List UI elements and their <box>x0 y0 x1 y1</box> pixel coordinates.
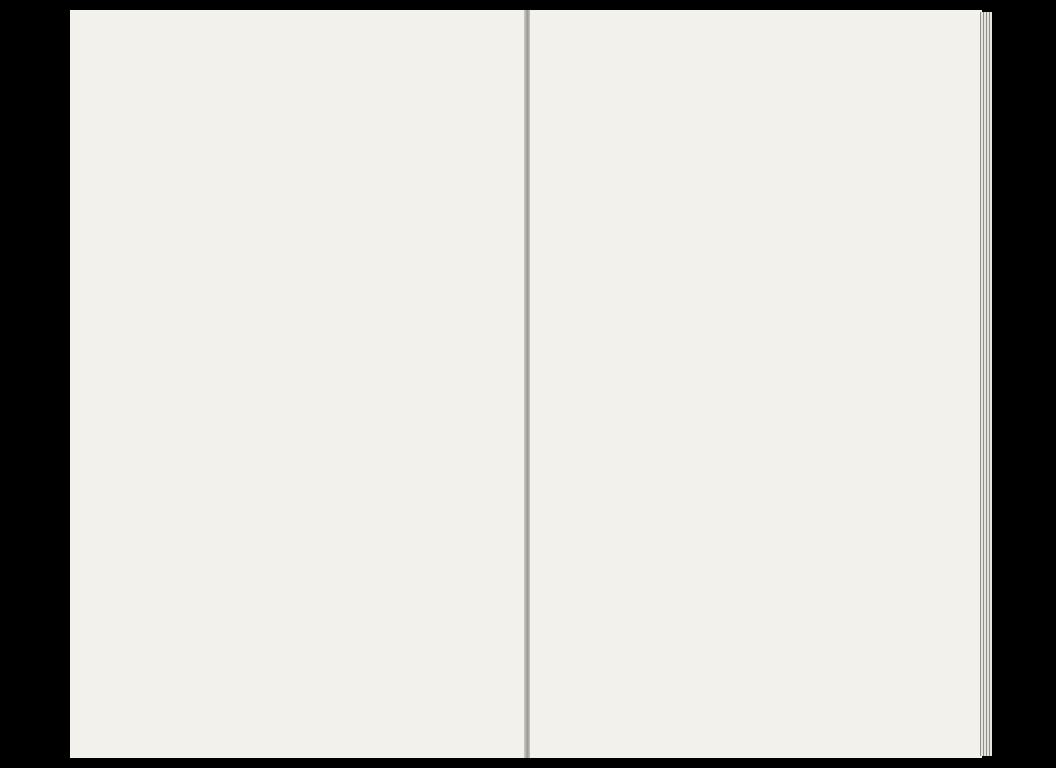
page-edges <box>980 12 992 756</box>
right-page <box>530 10 982 758</box>
left-page <box>70 10 525 758</box>
